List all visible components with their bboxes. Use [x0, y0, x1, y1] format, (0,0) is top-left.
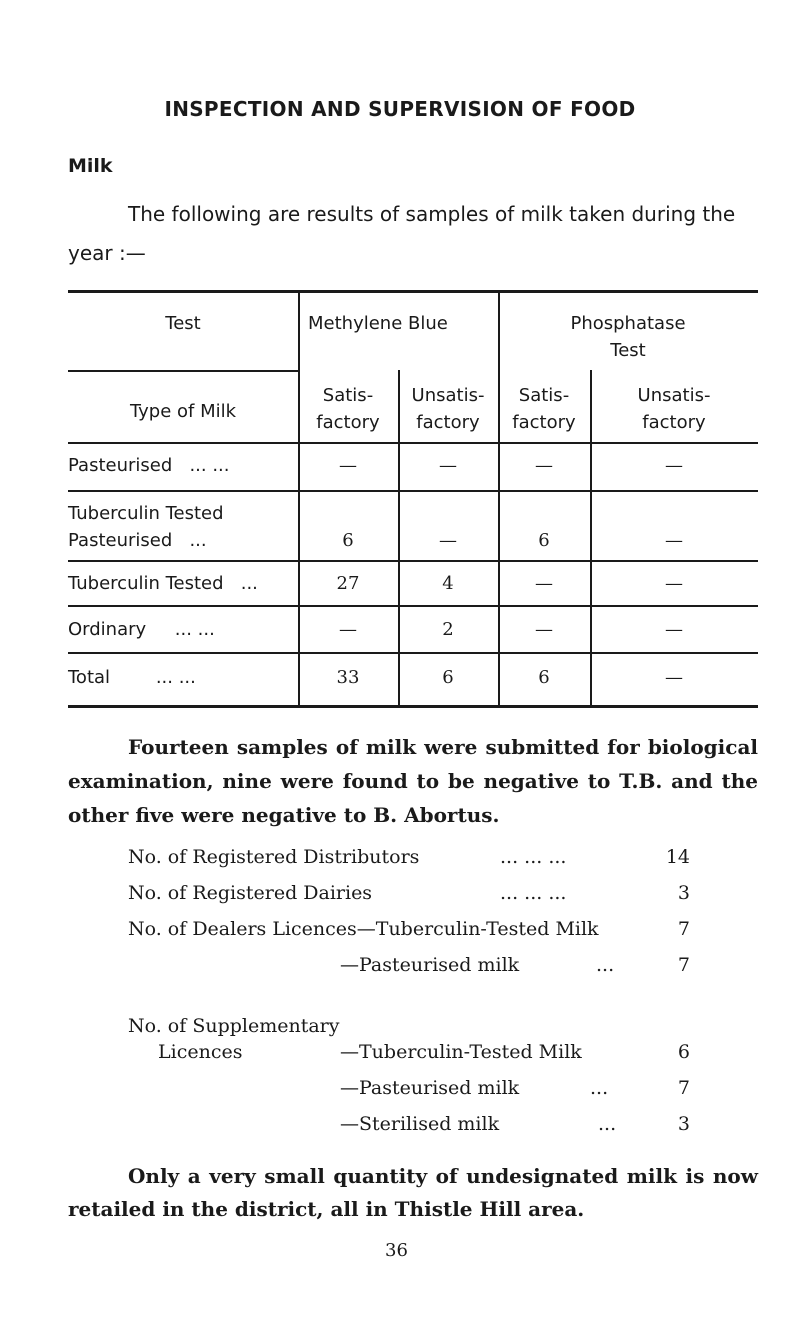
table-cell: —: [665, 619, 683, 640]
table-rule: [68, 370, 298, 372]
table-row-label: [68, 570, 298, 597]
leader-dots: ...: [590, 1077, 609, 1099]
stat-label-supplementary: No. of Supplementary: [128, 1015, 340, 1037]
biological-exam-paragraph: [68, 730, 758, 832]
table-rule: [68, 490, 758, 492]
row-label-text: Pasteurised: [68, 455, 173, 476]
table-rule: [68, 652, 758, 654]
leader-dots: ... ...: [189, 455, 230, 476]
table-cell: 33: [336, 667, 360, 688]
para-line: other five were negative to B. Abortus.: [68, 803, 500, 827]
stat-value-registered-dairies: 3: [677, 882, 690, 904]
leader-dots: ...: [598, 1113, 617, 1135]
table-cell: 2: [442, 619, 454, 640]
stat-label-supplementary-licences: Licences: [158, 1041, 243, 1063]
table-cell: —: [535, 619, 553, 640]
table-rule: [68, 560, 758, 562]
table-cell: —: [665, 667, 683, 688]
row-label-text: Pasteurised: [68, 530, 173, 551]
table-cell: —: [339, 619, 357, 640]
header-text: Unsatis-: [637, 385, 711, 406]
stat-label-registered-dairies: No. of Registered Dairies: [128, 882, 373, 904]
row-label-text: Ordinary: [68, 619, 147, 640]
table-row-label: [68, 616, 298, 643]
leader-dots: ... ...: [174, 619, 215, 640]
leader-dots: ... ... ...: [500, 882, 567, 904]
table-cell: 6: [538, 530, 550, 551]
table-cell: —: [535, 573, 553, 594]
stat-value-dealers-tt: 7: [677, 918, 690, 940]
row-label-text: Tuberculin Tested: [68, 503, 224, 524]
table-rule: [68, 442, 758, 444]
table-row-label: [68, 452, 298, 479]
page-title: INSPECTION AND SUPERVISION OF FOOD: [164, 97, 636, 121]
undesignated-milk-paragraph: [68, 1160, 758, 1226]
table-col-rule: [298, 290, 300, 708]
section-heading-milk: Milk: [68, 155, 113, 177]
para-line: Fourteen samples of milk were submitted for biological: [128, 735, 758, 759]
page-number: 36: [385, 1240, 408, 1261]
leader-dots: ...: [240, 573, 258, 594]
table-cell: 6: [538, 667, 550, 688]
table-cell: —: [665, 455, 683, 476]
stat-value-supp-pasteurised: 7: [677, 1077, 690, 1099]
table-cell: —: [339, 455, 357, 476]
table-row-label: [68, 664, 298, 691]
leader-dots: ...: [189, 530, 207, 551]
header-phosphatase-line1: Phosphatase: [570, 313, 686, 334]
stat-value-registered-distributors: 14: [665, 846, 690, 868]
table-bottom-rule: [68, 705, 758, 708]
header-mb-satisfactory: [298, 382, 398, 436]
header-phosphatase: [498, 310, 758, 364]
stat-label-supp-sterilised: —Sterilised milk: [340, 1113, 500, 1135]
stat-label-dealers-pasteurised: —Pasteurised milk: [340, 954, 520, 976]
table-cell: 27: [336, 573, 360, 594]
header-mb-unsatisfactory: [398, 382, 498, 436]
intro-line-1: The following are results of samples of milk taken during the: [128, 202, 736, 226]
leader-dots: ...: [596, 954, 615, 976]
table-row-label: [68, 500, 298, 554]
intro-line-2: year :—: [68, 241, 146, 265]
para-line: retailed in the district, all in Thistle Hill area.: [68, 1197, 585, 1221]
header-text: Unsatis-: [411, 385, 485, 406]
stat-value-supp-sterilised: 3: [677, 1113, 690, 1135]
table-cell: —: [439, 530, 457, 551]
header-text: factory: [316, 412, 380, 433]
table-cell: 6: [342, 530, 354, 551]
leader-dots: ... ... ...: [500, 846, 567, 868]
stat-value-dealers-pasteurised: 7: [677, 954, 690, 976]
header-phosphatase-line2: Test: [610, 340, 646, 361]
header-text: factory: [512, 412, 576, 433]
para-line: Only a very small quantity of undesignated milk is now: [128, 1164, 758, 1188]
milk-samples-table: [68, 290, 758, 708]
table-cell: 4: [442, 573, 454, 594]
row-label-text: Total: [68, 667, 111, 688]
header-ph-unsatisfactory: [590, 382, 758, 436]
stat-label-supp-tt: —Tuberculin-Tested Milk: [340, 1041, 582, 1063]
table-rule: [68, 605, 758, 607]
stat-label-dealers-licences: No. of Dealers Licences—Tuberculin-Tested Milk: [128, 918, 599, 940]
leader-dots: ... ...: [155, 667, 196, 688]
stat-label-registered-distributors: No. of Registered Distributors: [128, 846, 420, 868]
header-test: Test: [165, 313, 201, 334]
table-top-rule: [68, 290, 758, 293]
para-line: examination, nine were found to be negative to T.B. and the: [68, 769, 758, 793]
header-text: factory: [416, 412, 480, 433]
header-text: Satis-: [322, 385, 374, 406]
header-methylene-blue: Methylene Blue: [308, 313, 448, 334]
header-text: Satis-: [518, 385, 570, 406]
table-cell: —: [665, 573, 683, 594]
table-cell: 6: [442, 667, 454, 688]
table-cell: —: [535, 455, 553, 476]
header-type-of-milk: Type of Milk: [129, 401, 237, 422]
intro-paragraph: [68, 195, 758, 273]
header-text: factory: [642, 412, 706, 433]
table-cell: —: [665, 530, 683, 551]
stat-value-supp-tt: 6: [677, 1041, 690, 1063]
row-label-text: Tuberculin Tested: [68, 573, 224, 594]
stat-label-supp-pasteurised: —Pasteurised milk: [340, 1077, 520, 1099]
header-ph-satisfactory: [498, 382, 590, 436]
table-cell: —: [439, 455, 457, 476]
